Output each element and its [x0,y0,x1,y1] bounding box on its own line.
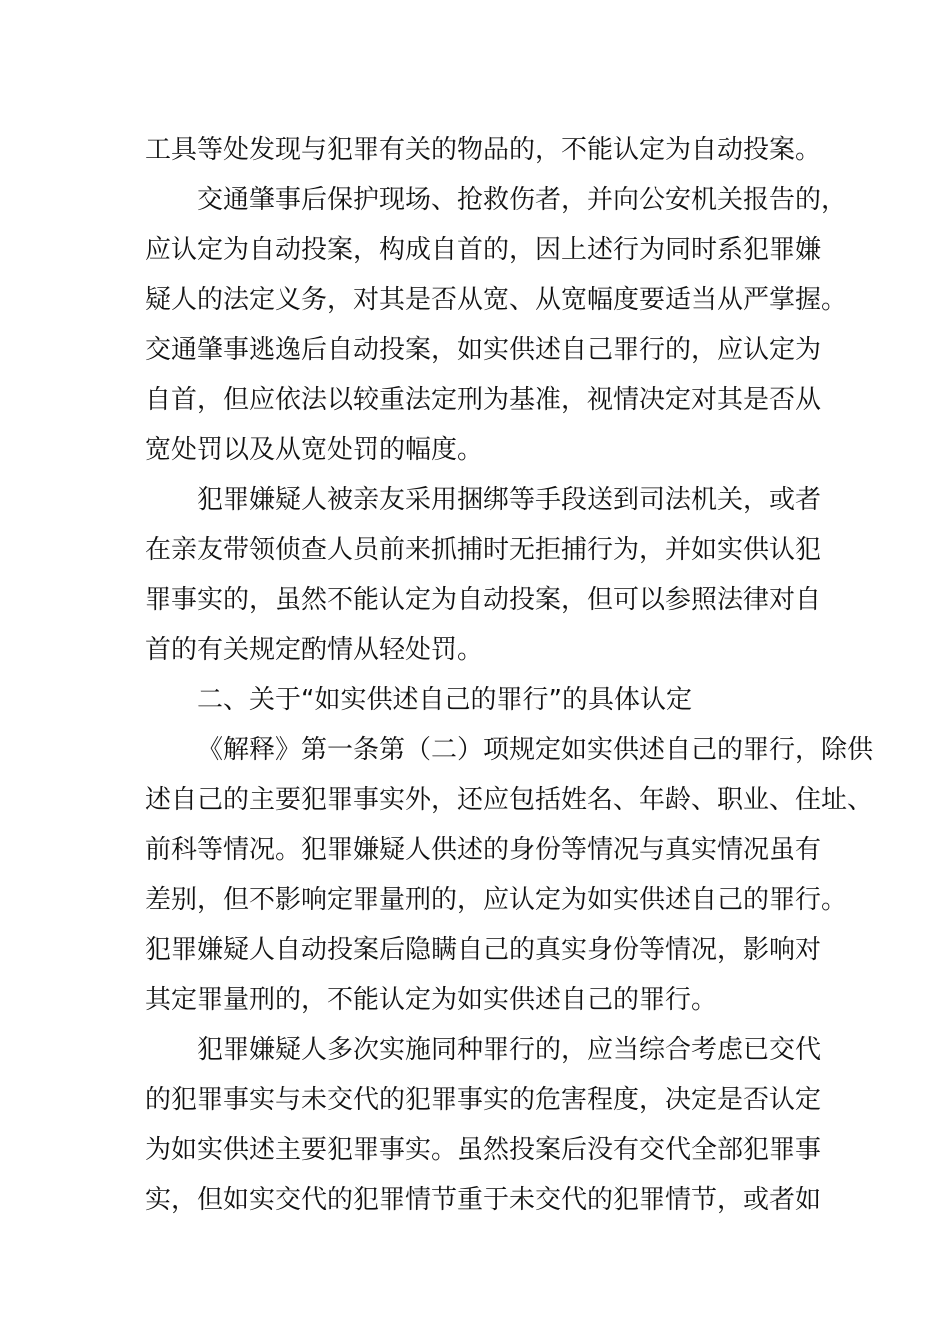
text-line-13: 《解释》第一条第（二）项规定如实供述自己的罪行，除供 [197,735,874,765]
text-line-22: 实，但如实交代的犯罪情节重于未交代的犯罪情节，或者如 [145,1185,822,1215]
text-line-3: 应认定为自动投案，构成自首的，因上述行为同时系犯罪嫌 [145,235,822,265]
text-line-5: 交通肇事逃逸后自动投案，如实供述自己罪行的，应认定为 [145,335,822,365]
text-line-20: 的犯罪事实与未交代的犯罪事实的危害程度，决定是否认定 [145,1085,822,1115]
section-heading: 二、关于“如实供述自己的罪行”的具体认定 [197,685,692,715]
text-line-9: 在亲友带领侦查人员前来抓捕时无拒捕行为，并如实供认犯 [145,535,822,565]
text-line-16: 差别，但不影响定罪量刑的，应认定为如实供述自己的罪行。 [145,885,848,915]
text-line-19: 犯罪嫌疑人多次实施同种罪行的，应当综合考虑已交代 [197,1035,822,1065]
text-line-15: 前科等情况。犯罪嫌疑人供述的身份等情况与真实情况虽有 [145,835,822,865]
text-line-1: 工具等处发现与犯罪有关的物品的，不能认定为自动投案。 [145,135,822,165]
text-line-7: 宽处罚以及从宽处罚的幅度。 [145,435,484,465]
text-line-10: 罪事实的，虽然不能认定为自动投案，但可以参照法律对自 [145,585,822,615]
text-line-4: 疑人的法定义务，对其是否从宽、从宽幅度要适当从严掌握。 [145,285,848,315]
text-line-11: 首的有关规定酌情从轻处罚。 [145,635,484,665]
text-line-14: 述自己的主要犯罪事实外，还应包括姓名、年龄、职业、住址、 [145,785,874,815]
text-line-21: 为如实供述主要犯罪事实。虽然投案后没有交代全部犯罪事 [145,1135,822,1165]
text-line-17: 犯罪嫌疑人自动投案后隐瞒自己的真实身份等情况，影响对 [145,935,822,965]
text-line-8: 犯罪嫌疑人被亲友采用捆绑等手段送到司法机关，或者 [197,485,822,515]
text-line-18: 其定罪量刑的，不能认定为如实供述自己的罪行。 [145,985,718,1015]
text-line-6: 自首，但应依法以较重法定刑为基准，视情决定对其是否从 [145,385,822,415]
text-line-2: 交通肇事后保护现场、抢救伤者，并向公安机关报告的， [197,185,848,215]
